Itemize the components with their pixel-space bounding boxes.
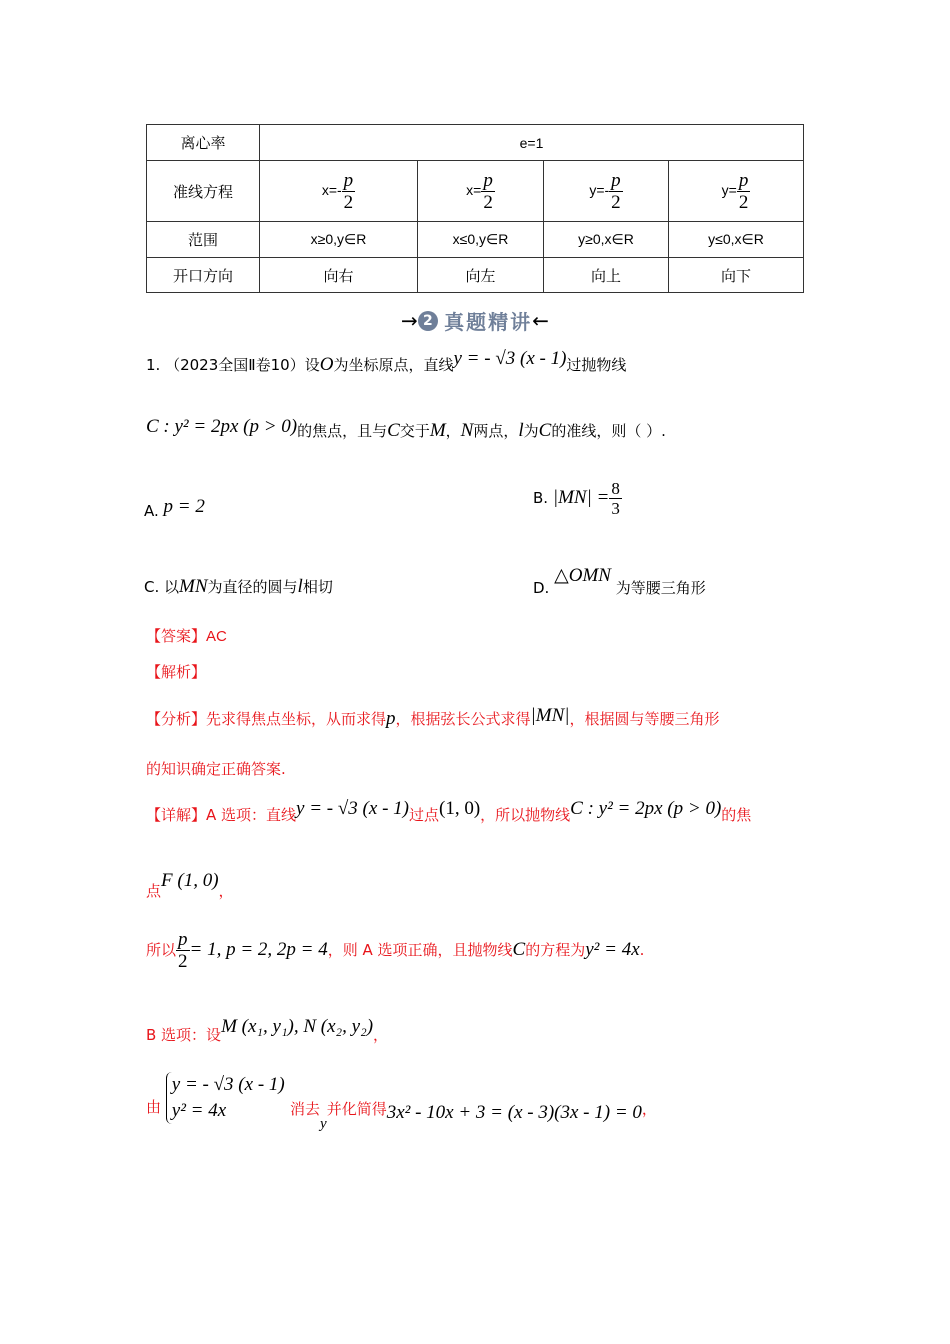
question-line-2 — [146, 416, 666, 442]
detail-text: 由 — [146, 1098, 162, 1116]
line-equation: y = - √3 (x - 1) — [453, 348, 567, 369]
table-row — [147, 222, 804, 258]
quadratic-equation: 3x² - 10x + 3 = (x - 3)(3x - 1) = 0 — [386, 1102, 642, 1123]
frac-den: 2 — [343, 191, 354, 213]
frac-num: p — [483, 169, 493, 191]
question-text: 为坐标原点，直线 — [333, 356, 454, 374]
detail-text: ， — [218, 882, 234, 900]
option-label: C. 以 — [144, 578, 180, 596]
question-text: ， — [445, 422, 461, 440]
directrix-prefix: x=- — [321, 181, 342, 198]
option-d[interactable] — [533, 565, 706, 599]
question-text: 的焦点，且与 — [297, 422, 388, 440]
math-y: y — [320, 1116, 327, 1132]
option-c[interactable] — [144, 576, 333, 598]
math-M: M — [429, 420, 446, 441]
detail-text: 点 — [146, 882, 162, 900]
focus-point: F (1, 0) — [161, 870, 219, 891]
row-header: 开口方向 — [147, 258, 260, 293]
option-label: A. — [144, 502, 159, 520]
math-l: l — [297, 576, 303, 597]
detail-text: B 选项：设 — [146, 1026, 222, 1044]
p-values: = 1, p = 2, 2p = 4 — [189, 939, 328, 960]
fenxi-text: ，根据圆与等腰三角形 — [569, 710, 720, 728]
option-a[interactable] — [144, 496, 205, 522]
detail-text: 所以 — [146, 941, 177, 959]
frac-num: 8 — [611, 479, 620, 498]
parabola-properties-table — [146, 124, 804, 293]
detail-text: ， — [641, 1100, 657, 1118]
math-p: p — [386, 708, 396, 729]
detail-line-2 — [146, 870, 234, 902]
question-prefix: 1. （2023全国Ⅱ卷10）设 — [146, 356, 320, 374]
range-cell: x≤0,y∈R — [418, 222, 544, 258]
frac-den: 3 — [611, 499, 620, 518]
detail-text: 并化简得 — [326, 1100, 387, 1118]
frac-den: 2 — [738, 191, 749, 213]
directrix-prefix: x= — [466, 181, 482, 198]
directrix-cell — [260, 161, 418, 222]
detail-text: 消去 — [290, 1100, 321, 1118]
frac-num: p — [738, 169, 749, 191]
directrix-cell — [418, 161, 544, 222]
detail-line-4 — [146, 1016, 389, 1046]
question-text: 两点， — [473, 422, 519, 440]
range-cell: x≥0,y∈R — [260, 222, 418, 258]
option-a-math: p = 2 — [163, 496, 205, 517]
option-text: 相切 — [302, 578, 333, 596]
directrix-cell — [544, 161, 669, 222]
question-line-1 — [146, 348, 627, 376]
fenxi-text: ，根据弦长公式求得 — [395, 710, 531, 728]
detail-text: ，则 A 选项正确，且抛物线 — [327, 941, 513, 959]
question-text: 的准线，则（ ）. — [551, 422, 666, 440]
math-O: O — [319, 354, 334, 375]
option-text: 为等腰三角形 — [615, 579, 706, 597]
detail-text: 的方程为 — [525, 941, 586, 959]
fenxi-line-2: 的知识确定正确答案. — [146, 760, 286, 778]
frac-den: 2 — [178, 951, 188, 972]
system-eq-1: y = - √3 (x - 1) — [171, 1074, 285, 1095]
analysis-label: 【解析】 — [146, 663, 207, 681]
direction-cell: 向右 — [260, 258, 418, 293]
left-arrow: → — [401, 308, 418, 333]
answer-label: 【答案】 — [146, 627, 207, 645]
right-arrow: ← — [532, 308, 549, 333]
option-d-math: △OMN — [554, 565, 611, 586]
range-cell: y≥0,x∈R — [544, 222, 669, 258]
table-row — [147, 258, 804, 293]
section-title: 真题精讲 — [444, 310, 533, 334]
option-label: D. — [533, 579, 550, 597]
line-equation: y = - √3 (x - 1) — [296, 798, 409, 819]
option-label: B. — [533, 489, 549, 507]
directrix-cell — [669, 161, 804, 222]
detail-text: ， — [373, 1026, 389, 1044]
math-abs-MN: |MN| — [530, 705, 570, 726]
section-banner — [0, 306, 950, 335]
table-row — [147, 125, 804, 161]
equation-system — [166, 1072, 285, 1124]
frac-num: p — [611, 169, 621, 191]
system-eq-2: y² = 4x — [171, 1100, 227, 1121]
question-text: 为 — [523, 422, 539, 440]
answer-line — [146, 625, 227, 646]
direction-cell: 向下 — [669, 258, 804, 293]
detail-line-1 — [146, 798, 752, 826]
detail-line-3 — [146, 930, 644, 971]
direction-cell: 向左 — [418, 258, 544, 293]
point-1-0: (1, 0) — [439, 798, 481, 819]
detail-text: ，所以抛物线 — [480, 806, 571, 824]
math-N: N — [460, 420, 474, 441]
detail-line-5 — [146, 1072, 657, 1132]
question-text: 过抛物线 — [566, 356, 627, 374]
fenxi-label: 【分析】 — [146, 710, 207, 728]
fenxi-text: 先求得焦点坐标，从而求得 — [206, 710, 387, 728]
frac-num: p — [343, 169, 354, 191]
detail-text: . — [639, 941, 645, 959]
elimination-text — [290, 1098, 657, 1132]
frac-den: 2 — [611, 191, 621, 213]
option-text: 为直径的圆与 — [207, 578, 298, 596]
fenxi-line-1 — [146, 705, 720, 730]
directrix-prefix: y= — [721, 181, 737, 198]
range-cell: y≤0,x∈R — [669, 222, 804, 258]
math-C: C — [538, 420, 552, 441]
question-text: 交于 — [399, 422, 430, 440]
frac-den: 2 — [483, 191, 493, 213]
directrix-prefix: y=- — [589, 181, 610, 198]
row-header: 范围 — [147, 222, 260, 258]
points-MN: M (x₁, y₁), N (x₂, y₂) — [221, 1016, 374, 1037]
parabola-equation: C : y² = 2px (p > 0) — [570, 798, 722, 819]
direction-cell: 向上 — [544, 258, 669, 293]
detail-text: 的焦 — [721, 806, 752, 824]
section-number-badge: 2 — [418, 311, 438, 331]
parabola-equation: C : y² = 2px (p > 0) — [146, 416, 298, 437]
row-header: 离心率 — [147, 125, 260, 161]
math-MN: MN — [179, 576, 208, 597]
detail-text: A 选项：直线 — [206, 806, 297, 824]
frac-num: p — [178, 929, 188, 950]
detail-label: 【详解】 — [146, 806, 207, 824]
parabola-4x: y² = 4x — [585, 939, 640, 960]
option-b-math: |MN| = — [552, 487, 610, 508]
table-row — [147, 161, 804, 222]
row-header: 准线方程 — [147, 161, 260, 222]
option-b[interactable] — [533, 480, 622, 517]
math-l: l — [518, 420, 524, 441]
detail-text: 过点 — [408, 806, 439, 824]
answer-value: AC — [206, 628, 227, 645]
math-C: C — [387, 420, 400, 441]
eccentricity-value: e=1 — [260, 125, 804, 161]
math-C: C — [512, 939, 526, 960]
